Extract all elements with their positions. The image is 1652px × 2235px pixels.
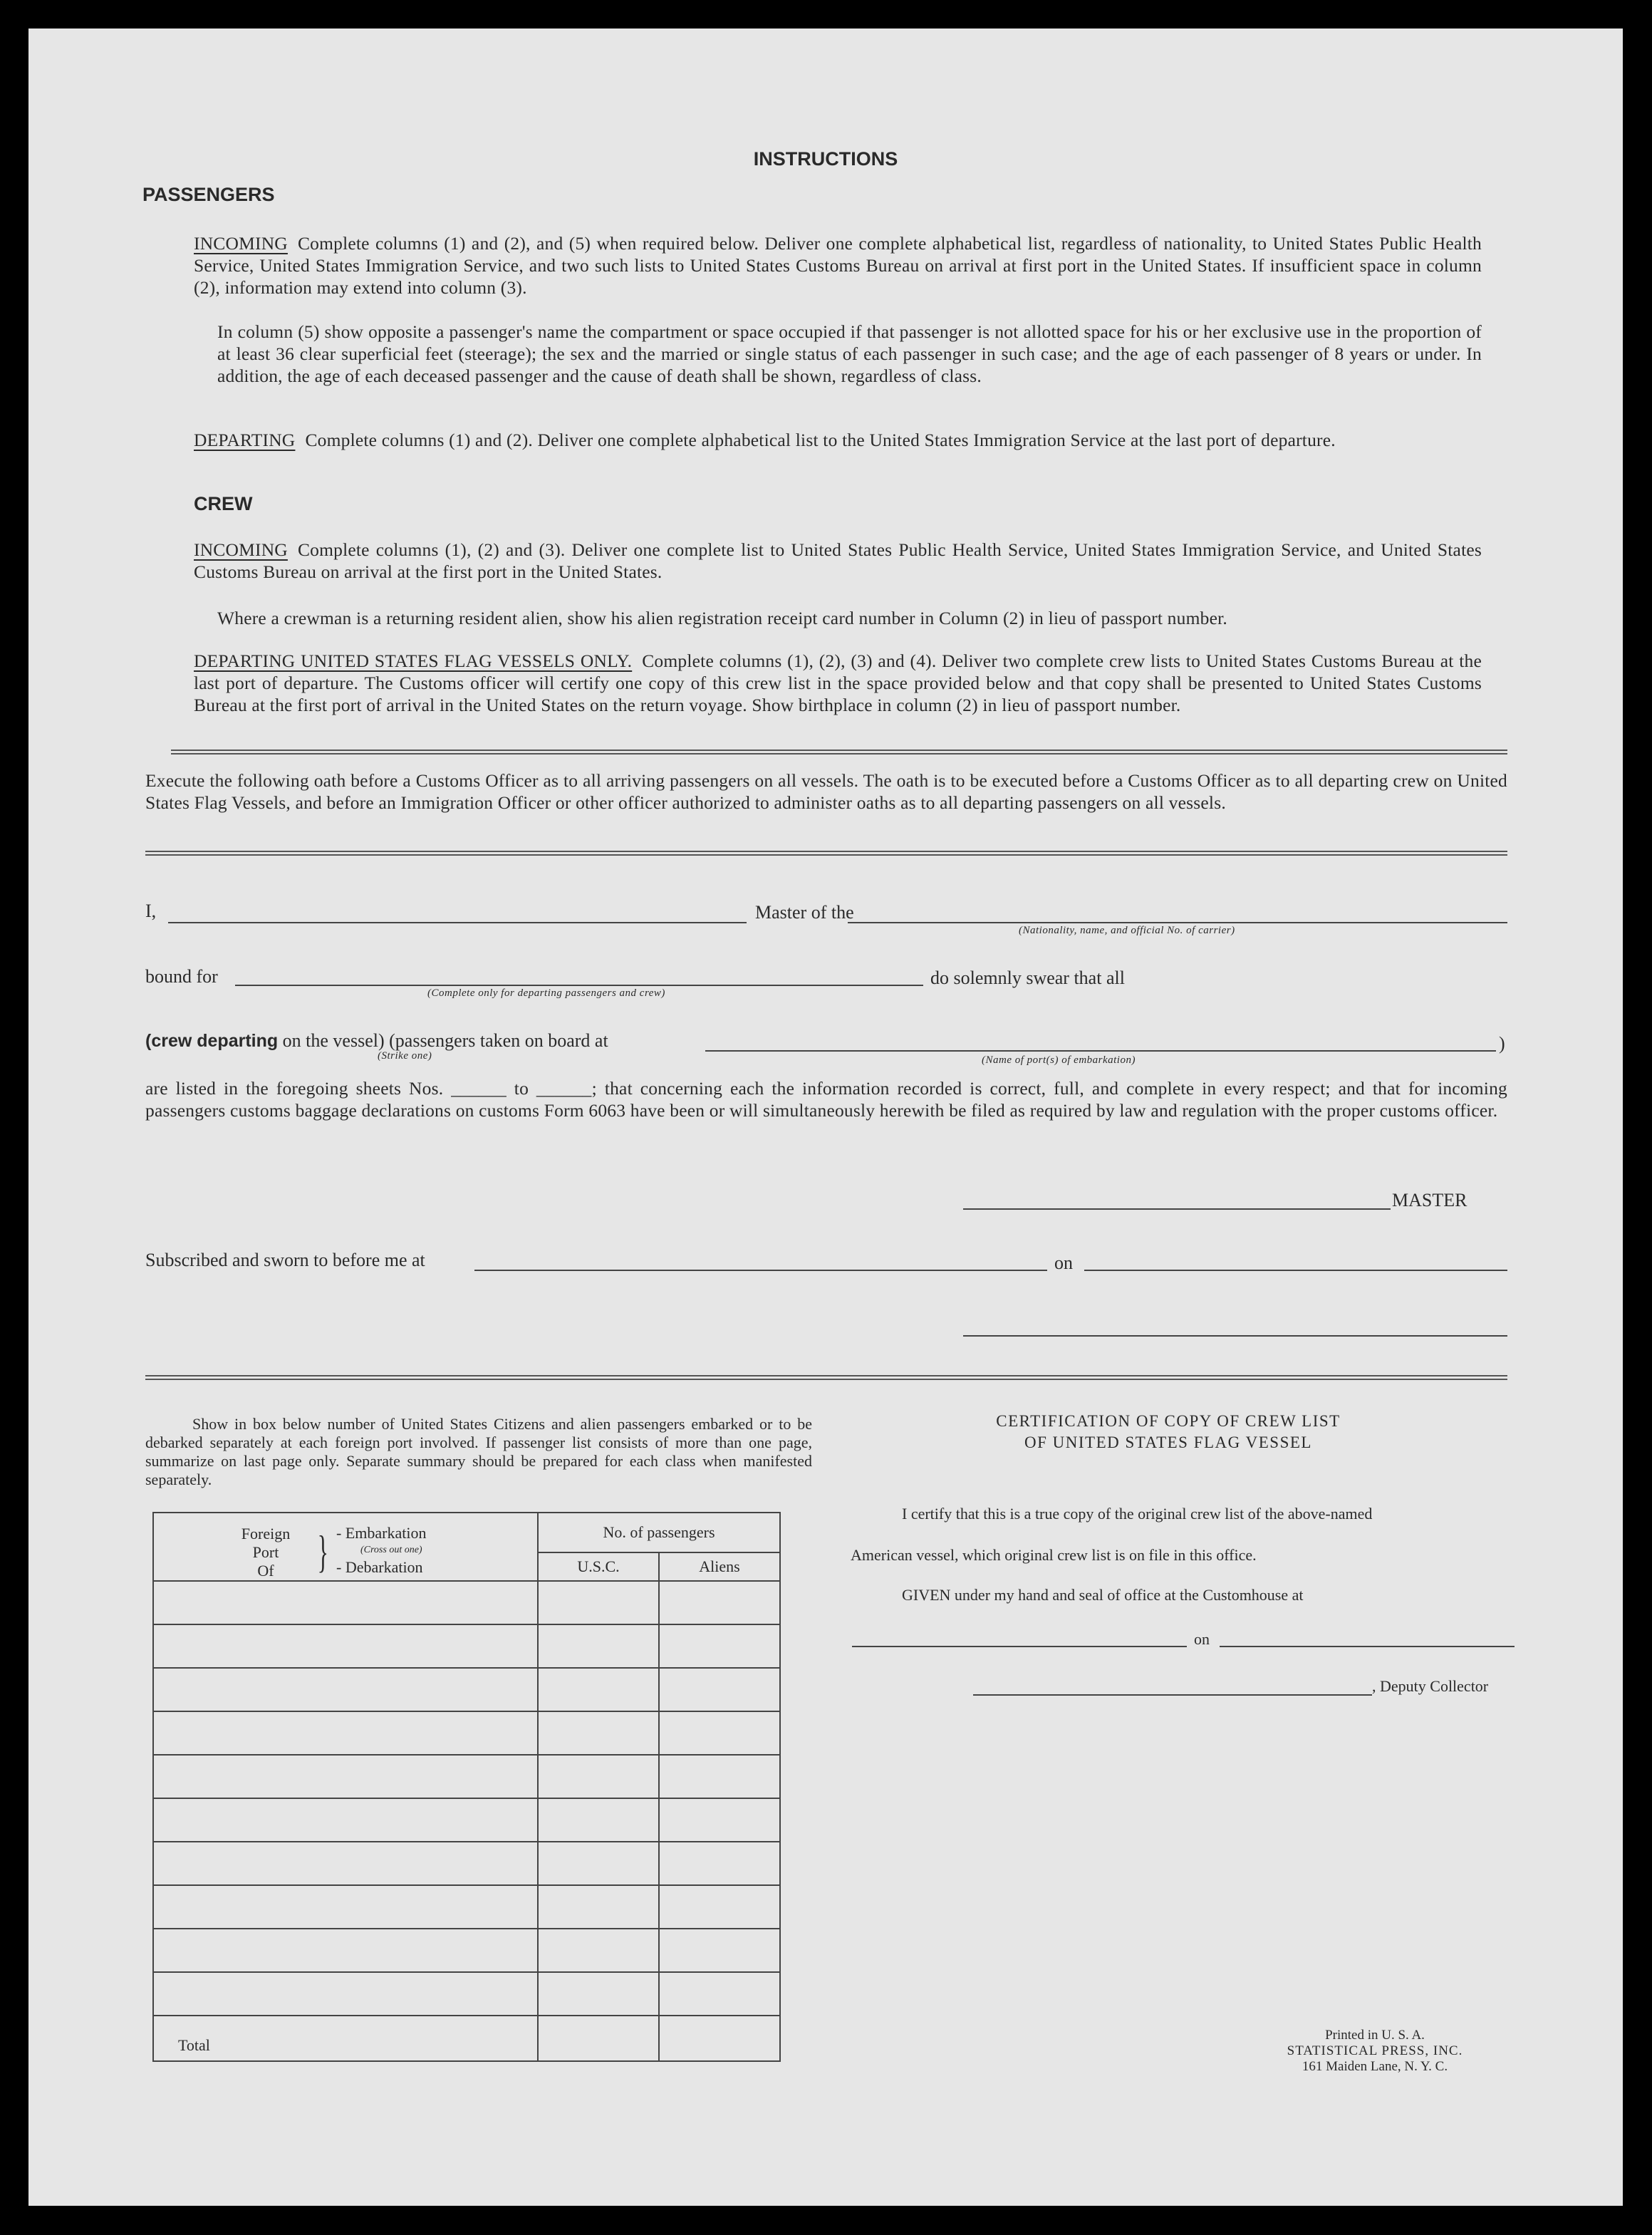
given-label: GIVEN under my hand and seal of office at the Customhouse at — [902, 1586, 1304, 1604]
of-label: Of — [257, 1562, 274, 1580]
port-cell[interactable] — [153, 1755, 538, 1798]
on-label: on — [1054, 1253, 1073, 1273]
deputy-signature-field[interactable] — [973, 1694, 1372, 1696]
passengers-departing-text: Complete columns (1) and (2). Deliver one complete alphabetical list to the United States Immigration Service at the last port of departure. — [305, 430, 1336, 450]
master-name-field[interactable] — [168, 922, 747, 923]
carrier-field[interactable] — [848, 922, 1507, 923]
printer-line1: Printed in U. S. A. — [1325, 2028, 1425, 2043]
close-paren: ) — [1499, 1033, 1505, 1054]
brace-icon: } — [317, 1526, 329, 1577]
crew-departing-option: (crew departing — [145, 1031, 279, 1051]
usc-cell[interactable] — [538, 1885, 659, 1929]
total-label: Total — [153, 2016, 538, 2061]
printer-line3: 161 Maiden Lane, N. Y. C. — [1302, 2059, 1448, 2074]
aliens-cell[interactable] — [659, 1842, 780, 1885]
crew-resident-paragraph: Where a crewman is a returning resident alien, show his alien registration receipt card number in Column (2) in lieu of passport number. — [217, 608, 1227, 628]
crew-incoming-lead: INCOMING — [194, 539, 288, 560]
summary-intro: Show in box below number of United States Citizens and alien passengers embarked or to be debarked separately at each foreign port involved. If passenger list consists of more than one page, summarize on last page only. Separate summary should be prepared for each class when manifested separately. — [145, 1415, 812, 1488]
subscribed-label: Subscribed and sworn to before me at — [145, 1250, 425, 1270]
port-cell[interactable] — [153, 1581, 538, 1624]
port-cell[interactable] — [153, 1929, 538, 1972]
usc-cell[interactable] — [538, 1972, 659, 2016]
certify-line2: American vessel, which original crew list is on file in this office. — [851, 1546, 1257, 1564]
crew-heading: CREW — [194, 493, 253, 514]
sworn-place-field[interactable] — [474, 1270, 1047, 1271]
deputy-collector-label: , Deputy Collector — [1372, 1677, 1489, 1695]
aliens-cell[interactable] — [659, 1668, 780, 1711]
usc-header: U.S.C. — [538, 1552, 659, 1581]
passengers-incoming-paragraph — [194, 232, 1482, 299]
port-cell[interactable] — [153, 1798, 538, 1842]
listed-paragraph: are listed in the foregoing sheets Nos. ______ to ______; that concerning each the information recorded is correct, full, and complete in every respect; and that for incoming passengers customs baggage declarations on customs Form 6063 have been or will simultaneously herewith be filed as required by law and regulation with the proper customs officer. — [145, 1078, 1507, 1121]
foreign-port-of-label — [234, 1525, 298, 1580]
port-label: Port — [252, 1543, 279, 1561]
crew-incoming-text: Complete columns (1), (2) and (3). Deliver one complete list to United States Public Health Service, United States Immigration Service, and United States Customs Bureau on arrival at the first port in the United States. — [194, 539, 1482, 582]
passenger-summary-table — [152, 1512, 781, 2062]
cert-on-label: on — [1194, 1630, 1210, 1648]
printer-imprint — [1268, 2028, 1482, 2075]
crew-departing-text: Complete columns (1), (2), (3) and (4). Deliver two complete crew lists to United States Customs Bureau at the last port of departure. The Customs officer will certify one copy of this crew list in the space provided below and that copy shall be presented to United States Customs Bureau at the first port of arrival in the United States on the return voyage. Show birthplace in column (2) in lieu of passport number. — [194, 650, 1482, 715]
master-signature-field[interactable] — [963, 1208, 1391, 1210]
aliens-cell[interactable] — [659, 1581, 780, 1624]
crew-departing-paragraph — [194, 650, 1482, 716]
usc-cell[interactable] — [538, 1755, 659, 1798]
divider-double — [145, 1375, 1507, 1380]
certification-title-line2: OF UNITED STATES FLAG VESSEL — [1024, 1433, 1312, 1451]
aliens-cell[interactable] — [659, 1885, 780, 1929]
bound-for-field[interactable] — [235, 985, 923, 986]
aliens-cell[interactable] — [659, 1755, 780, 1798]
carrier-caption: (Nationality, name, and official No. of carrier) — [1019, 925, 1235, 936]
passengers-taken-label: (passengers taken on board at — [389, 1030, 608, 1051]
certification-title-line1: CERTIFICATION OF COPY OF CREW LIST — [996, 1412, 1341, 1430]
divider-double — [145, 851, 1507, 856]
port-cell[interactable] — [153, 1624, 538, 1668]
passengers-departing-paragraph — [194, 429, 1482, 451]
page-title: INSTRUCTIONS — [753, 148, 898, 170]
embarkation-option: - Embarkation — [336, 1524, 427, 1542]
oath-i-label: I, — [145, 901, 157, 921]
port-caption: (Name of port(s) of embarkation) — [982, 1054, 1136, 1066]
aliens-cell[interactable] — [659, 1624, 780, 1668]
usc-cell[interactable] — [538, 1929, 659, 1972]
port-header-cell — [153, 1513, 538, 1581]
aliens-cell[interactable] — [659, 1929, 780, 1972]
embarkation-port-field[interactable] — [705, 1050, 1496, 1052]
aliens-cell[interactable] — [659, 1711, 780, 1755]
usc-total-cell[interactable] — [538, 2016, 659, 2061]
usc-cell[interactable] — [538, 1711, 659, 1755]
usc-cell[interactable] — [538, 1842, 659, 1885]
aliens-cell[interactable] — [659, 1972, 780, 2016]
certification-title — [848, 1411, 1489, 1453]
aliens-total-cell[interactable] — [659, 2016, 780, 2061]
usc-cell[interactable] — [538, 1624, 659, 1668]
embark-debark-label — [336, 1525, 426, 1576]
bound-for-label: bound for — [145, 966, 218, 987]
crew-departing-lead: DEPARTING UNITED STATES FLAG VESSELS ONLY. — [194, 650, 633, 671]
crew-departing-strike — [145, 1030, 608, 1052]
cert-date-field[interactable] — [1220, 1646, 1515, 1647]
passengers-column5-paragraph: In column (5) show opposite a passenger's name the compartment or space occupied if that passenger is not allotted space for his or her exclusive use in the proportion of at least 36 clear superficial feet (steerage); the sex and the married or single status of each passenger in such case; and the age of each passenger of 8 years or under. In addition, the age of each deceased passenger and the cause of death shall be shown, regardless of class. — [217, 321, 1482, 386]
usc-cell[interactable] — [538, 1798, 659, 1842]
divider-double — [171, 750, 1507, 754]
passengers-incoming-lead: INCOMING — [194, 233, 288, 254]
debarkation-option: - Debarkation — [336, 1558, 423, 1576]
port-cell[interactable] — [153, 1842, 538, 1885]
port-cell[interactable] — [153, 1972, 538, 2016]
cross-out-caption: (Cross out one) — [360, 1545, 422, 1555]
aliens-header: Aliens — [659, 1552, 780, 1581]
strike-caption: (Strike one) — [378, 1050, 432, 1062]
certify-line1: I certify that this is a true copy of the original crew list of the above-named — [902, 1505, 1373, 1523]
officer-signature-field[interactable] — [963, 1335, 1507, 1337]
no-passengers-header: No. of passengers — [538, 1513, 780, 1552]
foreign-label: Foreign — [241, 1525, 291, 1542]
passengers-heading: PASSENGERS — [142, 184, 275, 205]
port-cell[interactable] — [153, 1668, 538, 1711]
customhouse-field[interactable] — [852, 1646, 1187, 1647]
oath-intro-paragraph: Execute the following oath before a Customs Officer as to all arriving passengers on all vessels. The oath is to be executed before a Customs Officer as to all departing crew on United States Flag Vessels, and before an Immigration Officer or other officer authorized to administer oaths as to all departing passengers on all vessels. — [145, 770, 1507, 813]
master-of-label: Master of the — [755, 902, 854, 923]
passengers-incoming-text: Complete columns (1) and (2), and (5) when required below. Deliver one complete alphabetical list, regardless of nationality, to United States Public Health Service, United States Immigration Service, and two such lists to United States Customs Bureau on arrival at first port in the United States. If insufficient space in column (2), information may extend into column (3). — [194, 233, 1482, 298]
usc-cell[interactable] — [538, 1668, 659, 1711]
usc-cell[interactable] — [538, 1581, 659, 1624]
master-label: MASTER — [1392, 1190, 1467, 1210]
port-cell[interactable] — [153, 1885, 538, 1929]
bound-for-caption: (Complete only for departing passengers and crew) — [427, 987, 665, 999]
port-cell[interactable] — [153, 1711, 538, 1755]
swear-label: do solemnly swear that all — [930, 968, 1125, 988]
aliens-cell[interactable] — [659, 1798, 780, 1842]
on-vessel-label: on the vessel) — [282, 1030, 385, 1051]
printer-line2: STATISTICAL PRESS, INC. — [1287, 2043, 1463, 2058]
crew-incoming-paragraph — [194, 539, 1482, 583]
form-page — [28, 28, 1623, 2206]
passengers-departing-lead: DEPARTING — [194, 430, 296, 450]
sworn-date-field[interactable] — [1084, 1270, 1507, 1271]
